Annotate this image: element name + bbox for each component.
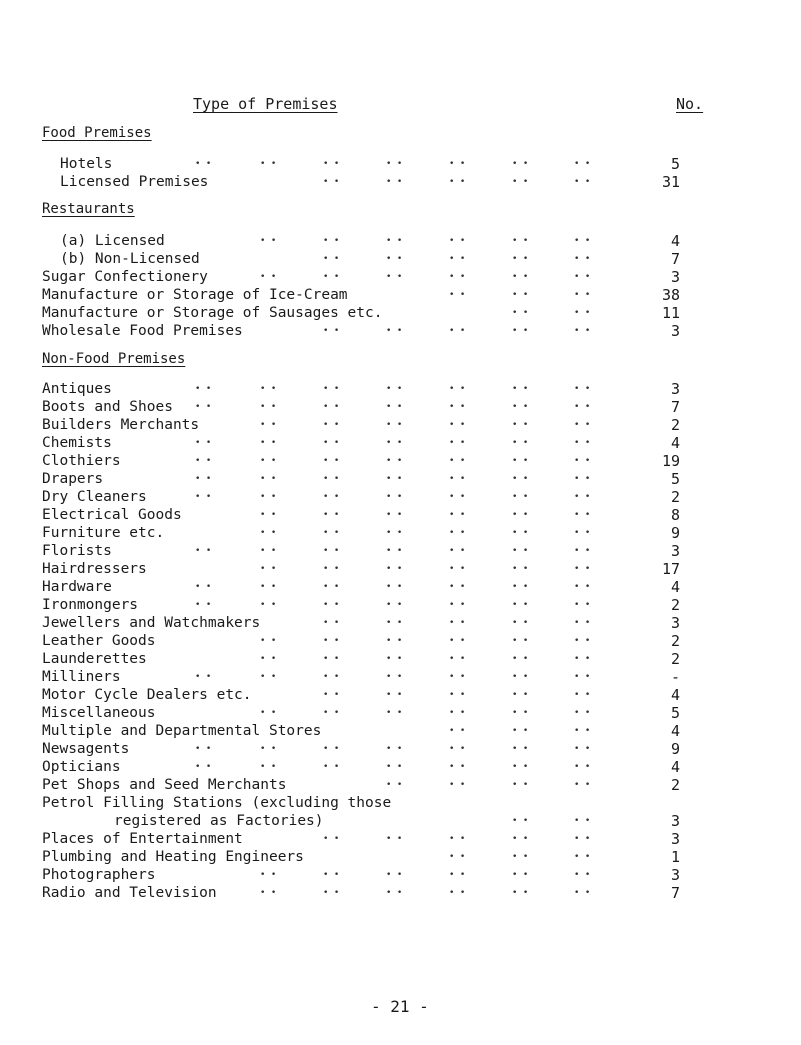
row-label: Opticians xyxy=(42,759,121,775)
leader-dots: • • xyxy=(195,402,212,412)
leader-dots: • • xyxy=(512,236,529,246)
leader-dots: • • xyxy=(386,384,403,394)
leader-dots: • • xyxy=(386,546,403,556)
leader-dots: • • xyxy=(386,177,403,187)
leader-dots: • • xyxy=(574,326,591,336)
leader-dots: • • xyxy=(574,816,591,826)
leader-dots: • • xyxy=(512,618,529,628)
leader-dots: • • xyxy=(260,870,277,880)
leader-dots: • • xyxy=(323,510,340,520)
leader-dots: • • xyxy=(512,762,529,772)
leader-dots: • • xyxy=(512,177,529,187)
leader-dots: • • xyxy=(574,438,591,448)
row-label: Manufacture or Storage of Sausages etc. xyxy=(42,305,383,321)
leader-dots: • • xyxy=(323,708,340,718)
leader-dots: • • xyxy=(323,600,340,610)
leader-dots: • • xyxy=(449,564,466,574)
leader-dots: • • xyxy=(323,546,340,556)
row-label: Multiple and Departmental Stores xyxy=(42,723,322,739)
row-value: 7 xyxy=(670,250,680,268)
row-value: 4 xyxy=(670,686,680,704)
leader-dots: • • xyxy=(449,636,466,646)
leader-dots: • • xyxy=(574,402,591,412)
row-value: 2 xyxy=(670,632,680,650)
leader-dots: • • xyxy=(260,744,277,754)
row-label: Places of Entertainment xyxy=(42,831,243,847)
row-label: Photographers xyxy=(42,867,156,883)
leader-dots: • • xyxy=(323,492,340,502)
leader-dots: • • xyxy=(574,384,591,394)
leader-dots: • • xyxy=(386,690,403,700)
row-value: 3 xyxy=(670,866,680,884)
leader-dots: • • xyxy=(512,564,529,574)
leader-dots: • • xyxy=(449,708,466,718)
leader-dots: • • xyxy=(260,564,277,574)
row-label: Hotels xyxy=(60,156,113,172)
leader-dots: • • xyxy=(574,236,591,246)
leader-dots: • • xyxy=(323,564,340,574)
leader-dots: • • xyxy=(512,636,529,646)
leader-dots: • • xyxy=(323,254,340,264)
leader-dots: • • xyxy=(260,672,277,682)
leader-dots: • • xyxy=(512,420,529,430)
row-label: Miscellaneous xyxy=(42,705,156,721)
leader-dots: • • xyxy=(574,474,591,484)
row-value: 3 xyxy=(670,322,680,340)
leader-dots: • • xyxy=(323,582,340,592)
leader-dots: • • xyxy=(386,236,403,246)
leader-dots: • • xyxy=(195,456,212,466)
leader-dots: • • xyxy=(260,582,277,592)
leader-dots: • • xyxy=(323,159,340,169)
leader-dots: • • xyxy=(574,708,591,718)
leader-dots: • • xyxy=(260,600,277,610)
leader-dots: • • xyxy=(512,510,529,520)
food-premises-heading: Food Premises xyxy=(42,125,152,141)
leader-dots: • • xyxy=(449,290,466,300)
row-value: 31 xyxy=(661,173,680,191)
leader-dots: • • xyxy=(449,420,466,430)
row-label: Ironmongers xyxy=(42,597,139,613)
leader-dots: • • xyxy=(260,384,277,394)
leader-dots: • • xyxy=(386,888,403,898)
leader-dots: • • xyxy=(512,690,529,700)
leader-dots: • • xyxy=(449,888,466,898)
leader-dots: • • xyxy=(323,888,340,898)
leader-dots: • • xyxy=(574,510,591,520)
leader-dots: • • xyxy=(323,438,340,448)
row-value: 7 xyxy=(670,398,680,416)
leader-dots: • • xyxy=(386,780,403,790)
leader-dots: • • xyxy=(260,762,277,772)
leader-dots: • • xyxy=(574,546,591,556)
row-label: Hairdressers xyxy=(42,561,147,577)
leader-dots: • • xyxy=(574,654,591,664)
leader-dots: • • xyxy=(323,618,340,628)
leader-dots: • • xyxy=(512,582,529,592)
leader-dots: • • xyxy=(574,420,591,430)
leader-dots: • • xyxy=(449,582,466,592)
leader-dots: • • xyxy=(386,254,403,264)
leader-dots: • • xyxy=(386,708,403,718)
leader-dots: • • xyxy=(449,236,466,246)
row-value: 5 xyxy=(670,470,680,488)
leader-dots: • • xyxy=(574,834,591,844)
leader-dots: • • xyxy=(260,272,277,282)
row-value: 19 xyxy=(661,452,680,470)
leader-dots: • • xyxy=(574,528,591,538)
leader-dots: • • xyxy=(260,474,277,484)
leader-dots: • • xyxy=(574,159,591,169)
row-value: 7 xyxy=(670,884,680,902)
leader-dots: • • xyxy=(386,744,403,754)
row-value: 8 xyxy=(670,506,680,524)
leader-dots: • • xyxy=(323,272,340,282)
row-label: Milliners xyxy=(42,669,121,685)
leader-dots: • • xyxy=(574,780,591,790)
leader-dots: • • xyxy=(260,236,277,246)
row-label: (a) Licensed xyxy=(60,233,165,249)
leader-dots: • • xyxy=(449,159,466,169)
leader-dots: • • xyxy=(449,272,466,282)
row-value: 2 xyxy=(670,650,680,668)
leader-dots: • • xyxy=(323,690,340,700)
leader-dots: • • xyxy=(449,177,466,187)
leader-dots: • • xyxy=(512,546,529,556)
leader-dots: • • xyxy=(574,308,591,318)
row-value: 5 xyxy=(670,155,680,173)
leader-dots: • • xyxy=(195,744,212,754)
leader-dots: • • xyxy=(512,326,529,336)
leader-dots: • • xyxy=(260,528,277,538)
row-value: 4 xyxy=(670,578,680,596)
leader-dots: • • xyxy=(323,236,340,246)
leader-dots: • • xyxy=(574,456,591,466)
leader-dots: • • xyxy=(386,600,403,610)
leader-dots: • • xyxy=(260,546,277,556)
leader-dots: • • xyxy=(386,564,403,574)
leader-dots: • • xyxy=(323,636,340,646)
row-value: 2 xyxy=(670,416,680,434)
row-label: Jewellers and Watchmakers xyxy=(42,615,261,631)
leader-dots: • • xyxy=(386,636,403,646)
leader-dots: • • xyxy=(512,159,529,169)
row-label: Clothiers xyxy=(42,453,121,469)
leader-dots: • • xyxy=(260,888,277,898)
row-label: Sugar Confectionery xyxy=(42,269,208,285)
leader-dots: • • xyxy=(195,762,212,772)
leader-dots: • • xyxy=(449,780,466,790)
leader-dots: • • xyxy=(449,726,466,736)
leader-dots: • • xyxy=(323,402,340,412)
row-label: Boots and Shoes xyxy=(42,399,173,415)
leader-dots: • • xyxy=(386,528,403,538)
leader-dots: • • xyxy=(449,402,466,412)
leader-dots: • • xyxy=(260,438,277,448)
leader-dots: • • xyxy=(512,492,529,502)
leader-dots: • • xyxy=(449,528,466,538)
leader-dots: • • xyxy=(449,834,466,844)
leader-dots: • • xyxy=(449,510,466,520)
row-value: 1 xyxy=(670,848,680,866)
row-label: registered as Factories) xyxy=(114,813,324,829)
leader-dots: • • xyxy=(386,326,403,336)
leader-dots: • • xyxy=(260,654,277,664)
leader-dots: • • xyxy=(512,672,529,682)
leader-dots: • • xyxy=(574,870,591,880)
leader-dots: • • xyxy=(512,384,529,394)
row-label: Launderettes xyxy=(42,651,147,667)
leader-dots: • • xyxy=(323,654,340,664)
leader-dots: • • xyxy=(323,528,340,538)
leader-dots: • • xyxy=(574,672,591,682)
leader-dots: • • xyxy=(512,528,529,538)
leader-dots: • • xyxy=(574,492,591,502)
row-label: Radio and Television xyxy=(42,885,217,901)
leader-dots: • • xyxy=(195,159,212,169)
leader-dots: • • xyxy=(574,618,591,628)
leader-dots: • • xyxy=(323,456,340,466)
leader-dots: • • xyxy=(449,618,466,628)
row-label: Electrical Goods xyxy=(42,507,182,523)
row-label: Chemists xyxy=(42,435,112,451)
leader-dots: • • xyxy=(449,672,466,682)
row-value: 2 xyxy=(670,596,680,614)
row-value: 3 xyxy=(670,830,680,848)
leader-dots: • • xyxy=(260,420,277,430)
leader-dots: • • xyxy=(386,672,403,682)
leader-dots: • • xyxy=(512,834,529,844)
leader-dots: • • xyxy=(512,438,529,448)
leader-dots: • • xyxy=(512,726,529,736)
row-value: - xyxy=(670,668,680,686)
leader-dots: • • xyxy=(512,290,529,300)
leader-dots: • • xyxy=(195,600,212,610)
row-value: 4 xyxy=(670,434,680,452)
leader-dots: • • xyxy=(449,254,466,264)
row-value: 2 xyxy=(670,488,680,506)
leader-dots: • • xyxy=(323,384,340,394)
leader-dots: • • xyxy=(512,308,529,318)
leader-dots: • • xyxy=(386,420,403,430)
leader-dots: • • xyxy=(574,290,591,300)
row-value: 11 xyxy=(661,304,680,322)
row-label: Plumbing and Heating Engineers xyxy=(42,849,304,865)
leader-dots: • • xyxy=(195,672,212,682)
row-value: 4 xyxy=(670,232,680,250)
non-food-premises-heading: Non-Food Premises xyxy=(42,351,186,367)
leader-dots: • • xyxy=(323,672,340,682)
leader-dots: • • xyxy=(512,888,529,898)
leader-dots: • • xyxy=(323,870,340,880)
leader-dots: • • xyxy=(574,690,591,700)
leader-dots: • • xyxy=(449,654,466,664)
leader-dots: • • xyxy=(574,272,591,282)
leader-dots: • • xyxy=(574,762,591,772)
leader-dots: • • xyxy=(260,492,277,502)
leader-dots: • • xyxy=(449,546,466,556)
leader-dots: • • xyxy=(449,600,466,610)
leader-dots: • • xyxy=(386,402,403,412)
leader-dots: • • xyxy=(449,492,466,502)
leader-dots: • • xyxy=(386,870,403,880)
restaurants-heading: Restaurants xyxy=(42,201,135,217)
row-value: 3 xyxy=(670,542,680,560)
leader-dots: • • xyxy=(260,402,277,412)
row-label: Licensed Premises xyxy=(60,174,209,190)
leader-dots: • • xyxy=(574,564,591,574)
column-header-no: No. xyxy=(676,95,704,113)
leader-dots: • • xyxy=(386,762,403,772)
leader-dots: • • xyxy=(260,636,277,646)
leader-dots: • • xyxy=(195,582,212,592)
row-value: 9 xyxy=(670,524,680,542)
row-label: Wholesale Food Premises xyxy=(42,323,243,339)
leader-dots: • • xyxy=(386,582,403,592)
leader-dots: • • xyxy=(574,254,591,264)
row-value: 3 xyxy=(670,614,680,632)
row-label: Furniture etc. xyxy=(42,525,165,541)
leader-dots: • • xyxy=(323,474,340,484)
leader-dots: • • xyxy=(574,177,591,187)
leader-dots: • • xyxy=(323,744,340,754)
leader-dots: • • xyxy=(323,326,340,336)
row-value: 3 xyxy=(670,268,680,286)
row-label: Pet Shops and Seed Merchants xyxy=(42,777,287,793)
leader-dots: • • xyxy=(386,654,403,664)
leader-dots: • • xyxy=(195,438,212,448)
row-label: Manufacture or Storage of Ice-Cream xyxy=(42,287,348,303)
row-label: Florists xyxy=(42,543,112,559)
leader-dots: • • xyxy=(386,510,403,520)
row-value: 4 xyxy=(670,758,680,776)
leader-dots: • • xyxy=(512,816,529,826)
row-value: 3 xyxy=(670,380,680,398)
leader-dots: • • xyxy=(449,456,466,466)
leader-dots: • • xyxy=(512,456,529,466)
column-header-type: Type of Premises xyxy=(193,95,338,113)
row-label: Hardware xyxy=(42,579,112,595)
leader-dots: • • xyxy=(512,870,529,880)
leader-dots: • • xyxy=(195,546,212,556)
leader-dots: • • xyxy=(323,762,340,772)
row-label: Dry Cleaners xyxy=(42,489,147,505)
leader-dots: • • xyxy=(260,708,277,718)
leader-dots: • • xyxy=(323,420,340,430)
leader-dots: • • xyxy=(449,762,466,772)
leader-dots: • • xyxy=(195,474,212,484)
leader-dots: • • xyxy=(574,582,591,592)
leader-dots: • • xyxy=(512,474,529,484)
leader-dots: • • xyxy=(323,834,340,844)
leader-dots: • • xyxy=(512,654,529,664)
row-value: 38 xyxy=(661,286,680,304)
row-label: (b) Non-Licensed xyxy=(60,251,200,267)
leader-dots: • • xyxy=(449,744,466,754)
row-value: 9 xyxy=(670,740,680,758)
leader-dots: • • xyxy=(386,618,403,628)
leader-dots: • • xyxy=(512,708,529,718)
leader-dots: • • xyxy=(449,438,466,448)
leader-dots: • • xyxy=(512,272,529,282)
leader-dots: • • xyxy=(386,492,403,502)
leader-dots: • • xyxy=(449,690,466,700)
leader-dots: • • xyxy=(449,870,466,880)
row-label: Newsagents xyxy=(42,741,130,757)
leader-dots: • • xyxy=(574,744,591,754)
row-label: Leather Goods xyxy=(42,633,156,649)
leader-dots: • • xyxy=(512,744,529,754)
leader-dots: • • xyxy=(386,474,403,484)
row-label: Builders Merchants xyxy=(42,417,200,433)
leader-dots: • • xyxy=(386,159,403,169)
leader-dots: • • xyxy=(512,852,529,862)
leader-dots: • • xyxy=(386,834,403,844)
leader-dots: • • xyxy=(512,402,529,412)
leader-dots: • • xyxy=(449,326,466,336)
row-value: 2 xyxy=(670,776,680,794)
leader-dots: • • xyxy=(574,636,591,646)
leader-dots: • • xyxy=(449,474,466,484)
leader-dots: • • xyxy=(574,600,591,610)
leader-dots: • • xyxy=(512,600,529,610)
row-label: Motor Cycle Dealers etc. xyxy=(42,687,252,703)
row-label: Drapers xyxy=(42,471,104,487)
leader-dots: • • xyxy=(574,852,591,862)
leader-dots: • • xyxy=(195,384,212,394)
leader-dots: • • xyxy=(449,384,466,394)
leader-dots: • • xyxy=(574,888,591,898)
leader-dots: • • xyxy=(323,177,340,187)
leader-dots: • • xyxy=(449,852,466,862)
row-value: 5 xyxy=(670,704,680,722)
leader-dots: • • xyxy=(386,456,403,466)
leader-dots: • • xyxy=(386,438,403,448)
leader-dots: • • xyxy=(260,456,277,466)
leader-dots: • • xyxy=(512,780,529,790)
page-number: - 21 - xyxy=(371,997,429,1016)
row-value: 4 xyxy=(670,722,680,740)
row-label: Petrol Filling Stations (excluding those xyxy=(42,795,392,811)
leader-dots: • • xyxy=(260,159,277,169)
leader-dots: • • xyxy=(512,254,529,264)
leader-dots: • • xyxy=(260,510,277,520)
row-value: 3 xyxy=(670,812,680,830)
row-label: Antiques xyxy=(42,381,112,397)
row-value: 17 xyxy=(661,560,680,578)
leader-dots: • • xyxy=(574,726,591,736)
leader-dots: • • xyxy=(386,272,403,282)
leader-dots: • • xyxy=(195,492,212,502)
